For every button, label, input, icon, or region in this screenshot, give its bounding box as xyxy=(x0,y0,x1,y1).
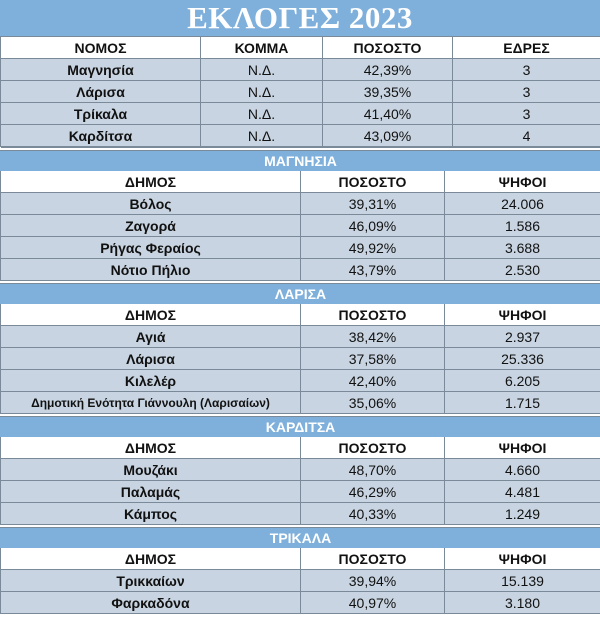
percentage: 42,39% xyxy=(323,59,453,81)
header-votes: ΨΗΦΟΙ xyxy=(445,548,600,570)
title-bar xyxy=(0,0,600,36)
municipality-row xyxy=(1,392,600,414)
header-percentage: ΠΟΣΟΣΤΟ xyxy=(301,171,445,193)
section-title: ΛΑΡΙΣΑ xyxy=(1,284,600,304)
percentage: 38,42% xyxy=(301,326,445,348)
header-percentage: ΠΟΣΟΣΤΟ xyxy=(301,304,445,326)
percentage: 39,31% xyxy=(301,193,445,215)
municipality-name: Νότιο Πήλιο xyxy=(1,259,301,281)
municipality-name: Μουζάκι xyxy=(1,459,301,481)
header-percentage: ΠΟΣΟΣΤΟ xyxy=(301,437,445,459)
summary-header-seats: ΕΔΡΕΣ xyxy=(453,37,600,59)
summary-header-prefecture: ΝΟΜΟΣ xyxy=(1,37,201,59)
prefecture-name: Μαγνησία xyxy=(1,59,201,81)
municipality-name: Ζαγορά xyxy=(1,215,301,237)
percentage: 41,40% xyxy=(323,103,453,125)
section-title: ΜΑΓΝΗΣΙΑ xyxy=(1,151,600,171)
section-title: ΤΡΙΚΑΛΑ xyxy=(1,528,600,548)
party: Ν.Δ. xyxy=(201,81,323,103)
summary-table xyxy=(0,36,600,147)
municipality-name: Κάμπος xyxy=(1,503,301,525)
percentage: 42,40% xyxy=(301,370,445,392)
header-votes: ΨΗΦΟΙ xyxy=(445,437,600,459)
seats: 4 xyxy=(453,125,600,147)
percentage: 49,92% xyxy=(301,237,445,259)
municipality-row xyxy=(1,481,600,503)
votes: 25.336 xyxy=(445,348,600,370)
prefecture-name: Καρδίτσα xyxy=(1,125,201,147)
percentage: 46,09% xyxy=(301,215,445,237)
summary-row xyxy=(1,81,600,103)
prefecture-name: Λάρισα xyxy=(1,81,201,103)
summary-row xyxy=(1,59,600,81)
municipality-name: Φαρκαδόνα xyxy=(1,592,301,614)
municipality-row xyxy=(1,370,600,392)
party: Ν.Δ. xyxy=(201,59,323,81)
section-title: ΚΑΡΔΙΤΣΑ xyxy=(1,417,600,437)
municipality-row xyxy=(1,570,600,592)
municipality-row xyxy=(1,348,600,370)
municipality-row xyxy=(1,459,600,481)
votes: 1.586 xyxy=(445,215,600,237)
percentage: 48,70% xyxy=(301,459,445,481)
municipality-table xyxy=(0,147,600,614)
summary-row xyxy=(1,103,600,125)
votes: 3.180 xyxy=(445,592,600,614)
municipality-name: Λάρισα xyxy=(1,348,301,370)
percentage: 40,97% xyxy=(301,592,445,614)
percentage: 35,06% xyxy=(301,392,445,414)
header-percentage: ΠΟΣΟΣΤΟ xyxy=(301,548,445,570)
percentage: 43,09% xyxy=(323,125,453,147)
seats: 3 xyxy=(453,103,600,125)
header-municipality: ΔΗΜΟΣ xyxy=(1,437,301,459)
section-column-header-row xyxy=(1,304,600,326)
municipality-name: Αγιά xyxy=(1,326,301,348)
section-column-header-row xyxy=(1,171,600,193)
votes: 15.139 xyxy=(445,570,600,592)
header-votes: ΨΗΦΟΙ xyxy=(445,304,600,326)
votes: 1.249 xyxy=(445,503,600,525)
municipality-row xyxy=(1,237,600,259)
seats: 3 xyxy=(453,81,600,103)
section-column-header-row xyxy=(1,548,600,570)
municipality-name: Παλαμάς xyxy=(1,481,301,503)
party: Ν.Δ. xyxy=(201,125,323,147)
header-municipality: ΔΗΜΟΣ xyxy=(1,171,301,193)
municipality-name: Τρικκαίων xyxy=(1,570,301,592)
votes: 2.937 xyxy=(445,326,600,348)
municipality-name: Δημοτική Ενότητα Γιάννουλη (Λαρισαίων) xyxy=(1,392,301,414)
municipality-row xyxy=(1,592,600,614)
prefecture-name: Τρίκαλα xyxy=(1,103,201,125)
header-municipality: ΔΗΜΟΣ xyxy=(1,304,301,326)
votes: 6.205 xyxy=(445,370,600,392)
percentage: 39,94% xyxy=(301,570,445,592)
summary-header-percentage: ΠΟΣΟΣΤΟ xyxy=(323,37,453,59)
municipality-name: Βόλος xyxy=(1,193,301,215)
header-votes: ΨΗΦΟΙ xyxy=(445,171,600,193)
seats: 3 xyxy=(453,59,600,81)
section-column-header-row xyxy=(1,437,600,459)
section-header-karditsa xyxy=(1,417,600,437)
municipality-name: Κιλελέρ xyxy=(1,370,301,392)
votes: 1.715 xyxy=(445,392,600,414)
summary-header-row xyxy=(1,37,600,59)
party: Ν.Δ. xyxy=(201,103,323,125)
section-header-larisa xyxy=(1,284,600,304)
votes: 4.660 xyxy=(445,459,600,481)
percentage: 40,33% xyxy=(301,503,445,525)
municipality-row xyxy=(1,503,600,525)
municipality-row xyxy=(1,326,600,348)
municipality-name: Ρήγας Φεραίος xyxy=(1,237,301,259)
votes: 2.530 xyxy=(445,259,600,281)
summary-header-party: ΚΟΜΜΑ xyxy=(201,37,323,59)
header-municipality: ΔΗΜΟΣ xyxy=(1,548,301,570)
municipality-row xyxy=(1,259,600,281)
percentage: 37,58% xyxy=(301,348,445,370)
votes: 4.481 xyxy=(445,481,600,503)
percentage: 39,35% xyxy=(323,81,453,103)
municipality-row xyxy=(1,193,600,215)
percentage: 46,29% xyxy=(301,481,445,503)
summary-row xyxy=(1,125,600,147)
section-header-trikala xyxy=(1,528,600,548)
votes: 24.006 xyxy=(445,193,600,215)
section-header-magnesia xyxy=(1,151,600,171)
votes: 3.688 xyxy=(445,237,600,259)
page-title: ΕΚΛΟΓΕΣ 2023 xyxy=(187,0,413,35)
percentage: 43,79% xyxy=(301,259,445,281)
municipality-row xyxy=(1,215,600,237)
